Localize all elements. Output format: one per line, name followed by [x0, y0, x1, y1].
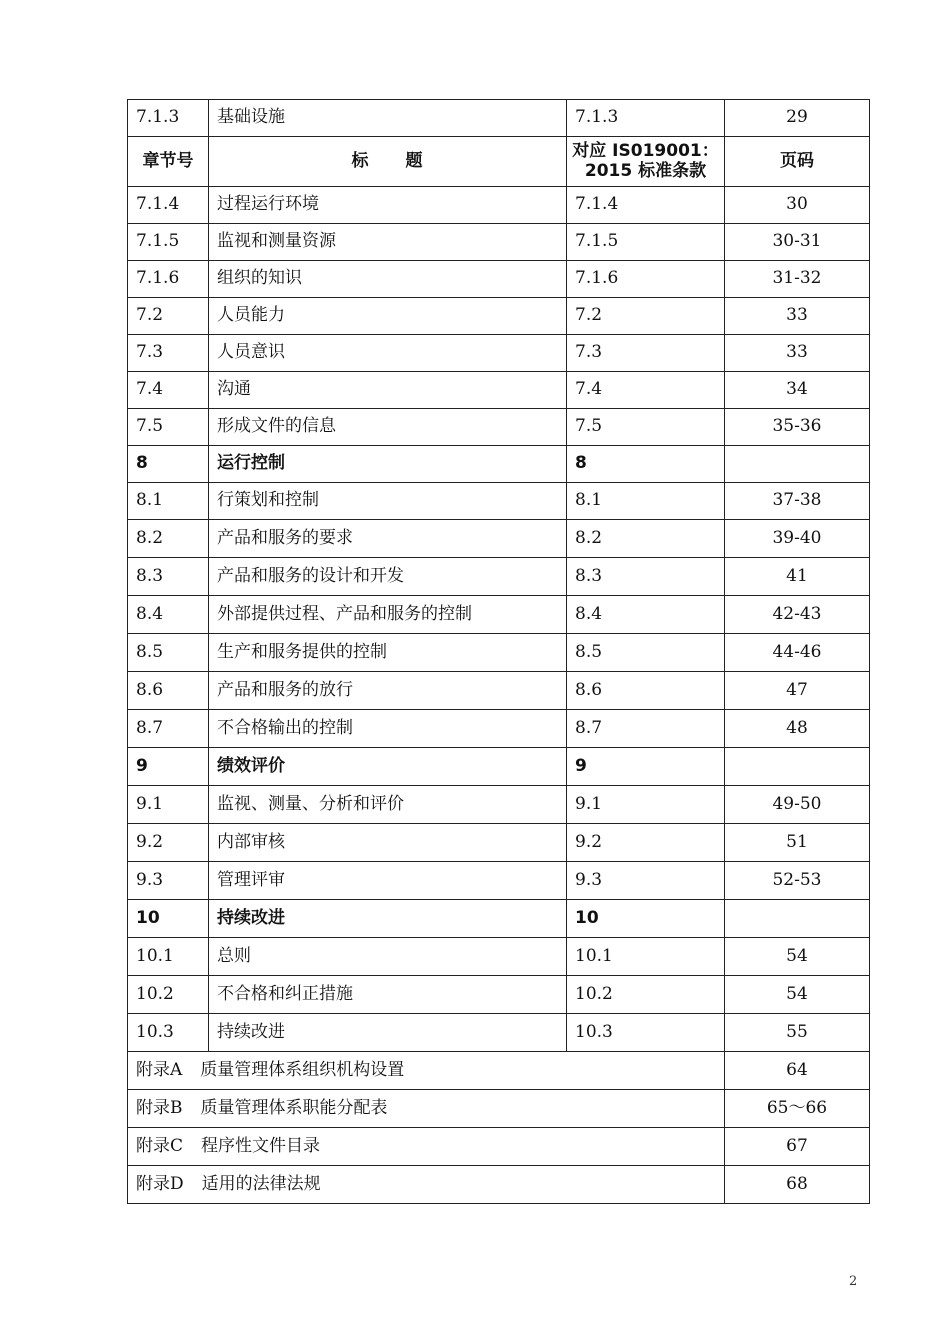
clause-cell: 8.4 — [567, 596, 725, 634]
clause-cell: 10 — [567, 900, 725, 938]
page-cell: 35-36 — [725, 409, 870, 446]
page-cell: 44-46 — [725, 634, 870, 672]
chapter-cell: 10.3 — [128, 1014, 209, 1052]
appendix-label: 附录B — [136, 1097, 183, 1118]
table-row — [128, 1014, 870, 1052]
appendix-row — [128, 1052, 870, 1090]
table-row — [128, 261, 870, 298]
toc-table — [127, 99, 870, 1204]
clause-cell: 8.2 — [567, 520, 725, 558]
header-chapter: 章节号 — [128, 137, 209, 187]
section-row — [128, 900, 870, 938]
table-row — [128, 298, 870, 335]
title-cell: 组织的知识 — [209, 261, 567, 298]
title-cell: 形成文件的信息 — [209, 409, 567, 446]
appendix-title: 适用的法律法规 — [201, 1173, 321, 1194]
clause-cell: 7.1.6 — [567, 261, 725, 298]
appendix-title-cell — [128, 1052, 725, 1090]
page-cell — [725, 748, 870, 786]
page-cell: 34 — [725, 372, 870, 409]
clause-cell: 9.1 — [567, 786, 725, 824]
chapter-cell: 10 — [128, 900, 209, 938]
title-cell: 产品和服务的设计和开发 — [209, 558, 567, 596]
appendix-label: 附录A — [136, 1059, 183, 1080]
page-cell: 42-43 — [725, 596, 870, 634]
page-cell: 55 — [725, 1014, 870, 1052]
table-row — [128, 558, 870, 596]
page-cell: 54 — [725, 976, 870, 1014]
clause-cell: 7.2 — [567, 298, 725, 335]
title-cell: 行策划和控制 — [209, 483, 567, 520]
clause-cell: 8 — [567, 446, 725, 483]
chapter-cell: 8 — [128, 446, 209, 483]
title-cell: 绩效评价 — [209, 748, 567, 786]
table-row — [128, 520, 870, 558]
chapter-cell: 7.5 — [128, 409, 209, 446]
appendix-row — [128, 1128, 870, 1166]
title-cell: 生产和服务提供的控制 — [209, 634, 567, 672]
chapter-cell: 8.6 — [128, 672, 209, 710]
table-row — [128, 710, 870, 748]
clause-cell: 8.5 — [567, 634, 725, 672]
title-cell: 持续改进 — [209, 900, 567, 938]
chapter-cell: 8.1 — [128, 483, 209, 520]
chapter-cell: 9 — [128, 748, 209, 786]
page-cell — [725, 900, 870, 938]
appendix-title-cell — [128, 1090, 725, 1128]
clause-cell: 10.3 — [567, 1014, 725, 1052]
clause-cell: 8.1 — [567, 483, 725, 520]
table-row — [128, 372, 870, 409]
chapter-cell: 8.2 — [128, 520, 209, 558]
page-cell: 31-32 — [725, 261, 870, 298]
table-row — [128, 634, 870, 672]
clause-cell: 10.1 — [567, 938, 725, 976]
title-cell: 人员能力 — [209, 298, 567, 335]
clause-cell: 7.4 — [567, 372, 725, 409]
title-cell: 运行控制 — [209, 446, 567, 483]
chapter-cell: 8.5 — [128, 634, 209, 672]
section-row — [128, 748, 870, 786]
chapter-cell: 7.3 — [128, 335, 209, 372]
table-row — [128, 938, 870, 976]
page-cell: 47 — [725, 672, 870, 710]
chapter-cell: 8.7 — [128, 710, 209, 748]
clause-cell: 7.3 — [567, 335, 725, 372]
clause-cell: 8.6 — [567, 672, 725, 710]
clause-cell: 7.1.3 — [567, 100, 725, 137]
title-cell: 基础设施 — [209, 100, 567, 137]
chapter-cell: 7.1.3 — [128, 100, 209, 137]
chapter-cell: 10.1 — [128, 938, 209, 976]
clause-cell: 10.2 — [567, 976, 725, 1014]
title-cell: 管理评审 — [209, 862, 567, 900]
page-cell: 33 — [725, 335, 870, 372]
table-header-row — [128, 137, 870, 187]
header-title: 标 题 — [209, 137, 567, 187]
chapter-cell: 7.4 — [128, 372, 209, 409]
chapter-cell: 9.2 — [128, 824, 209, 862]
clause-cell: 7.1.4 — [567, 187, 725, 224]
chapter-cell: 9.1 — [128, 786, 209, 824]
appendix-title: 质量管理体系职能分配表 — [200, 1097, 388, 1118]
clause-cell: 9 — [567, 748, 725, 786]
table-row — [128, 483, 870, 520]
header-clause — [567, 137, 725, 187]
appendix-title-cell — [128, 1166, 725, 1204]
title-cell: 持续改进 — [209, 1014, 567, 1052]
title-cell: 人员意识 — [209, 335, 567, 372]
appendix-title: 程序性文件目录 — [201, 1135, 321, 1156]
table-row — [128, 100, 870, 137]
page-cell: 39-40 — [725, 520, 870, 558]
table-row — [128, 862, 870, 900]
header-page: 页码 — [725, 137, 870, 187]
page-cell: 52-53 — [725, 862, 870, 900]
table-row — [128, 824, 870, 862]
appendix-label: 附录C — [136, 1135, 184, 1156]
page-number: 2 — [849, 1274, 858, 1289]
appendix-title-cell — [128, 1128, 725, 1166]
page-cell: 29 — [725, 100, 870, 137]
section-row — [128, 446, 870, 483]
page-cell: 48 — [725, 710, 870, 748]
header-clause-line2: 2015 标准条款 — [584, 160, 707, 181]
page-cell: 49-50 — [725, 786, 870, 824]
page-cell: 51 — [725, 824, 870, 862]
header-clause-line1: 对应 IS019001： — [572, 140, 719, 161]
toc-body — [128, 100, 870, 1204]
page-cell: 37-38 — [725, 483, 870, 520]
chapter-cell: 7.1.6 — [128, 261, 209, 298]
clause-cell: 8.3 — [567, 558, 725, 596]
clause-cell: 9.3 — [567, 862, 725, 900]
appendix-row — [128, 1166, 870, 1204]
appendix-label: 附录D — [136, 1173, 184, 1194]
page-cell: 33 — [725, 298, 870, 335]
clause-cell: 7.1.5 — [567, 224, 725, 261]
appendix-page-cell: 67 — [725, 1128, 870, 1166]
page-cell: 41 — [725, 558, 870, 596]
table-row — [128, 187, 870, 224]
title-cell: 监视和测量资源 — [209, 224, 567, 261]
title-cell: 过程运行环境 — [209, 187, 567, 224]
title-cell: 不合格和纠正措施 — [209, 976, 567, 1014]
title-cell: 监视、测量、分析和评价 — [209, 786, 567, 824]
table-row — [128, 409, 870, 446]
chapter-cell: 10.2 — [128, 976, 209, 1014]
page-cell: 54 — [725, 938, 870, 976]
page-cell: 30-31 — [725, 224, 870, 261]
clause-cell: 9.2 — [567, 824, 725, 862]
clause-cell: 8.7 — [567, 710, 725, 748]
chapter-cell: 8.3 — [128, 558, 209, 596]
chapter-cell: 8.4 — [128, 596, 209, 634]
table-row — [128, 976, 870, 1014]
page-cell — [725, 446, 870, 483]
page-cell: 30 — [725, 187, 870, 224]
table-row — [128, 596, 870, 634]
chapter-cell: 9.3 — [128, 862, 209, 900]
appendix-title: 质量管理体系组织机构设置 — [200, 1059, 405, 1080]
title-cell: 沟通 — [209, 372, 567, 409]
table-row — [128, 335, 870, 372]
appendix-row — [128, 1090, 870, 1128]
chapter-cell: 7.1.5 — [128, 224, 209, 261]
table-row — [128, 224, 870, 261]
table-row — [128, 672, 870, 710]
appendix-page-cell: 65～66 — [725, 1090, 870, 1128]
title-cell: 总则 — [209, 938, 567, 976]
appendix-page-cell: 68 — [725, 1166, 870, 1204]
title-cell: 外部提供过程、产品和服务的控制 — [209, 596, 567, 634]
title-cell: 内部审核 — [209, 824, 567, 862]
title-cell: 产品和服务的要求 — [209, 520, 567, 558]
chapter-cell: 7.2 — [128, 298, 209, 335]
title-cell: 产品和服务的放行 — [209, 672, 567, 710]
title-cell: 不合格输出的控制 — [209, 710, 567, 748]
appendix-page-cell: 64 — [725, 1052, 870, 1090]
table-row — [128, 786, 870, 824]
chapter-cell: 7.1.4 — [128, 187, 209, 224]
clause-cell: 7.5 — [567, 409, 725, 446]
